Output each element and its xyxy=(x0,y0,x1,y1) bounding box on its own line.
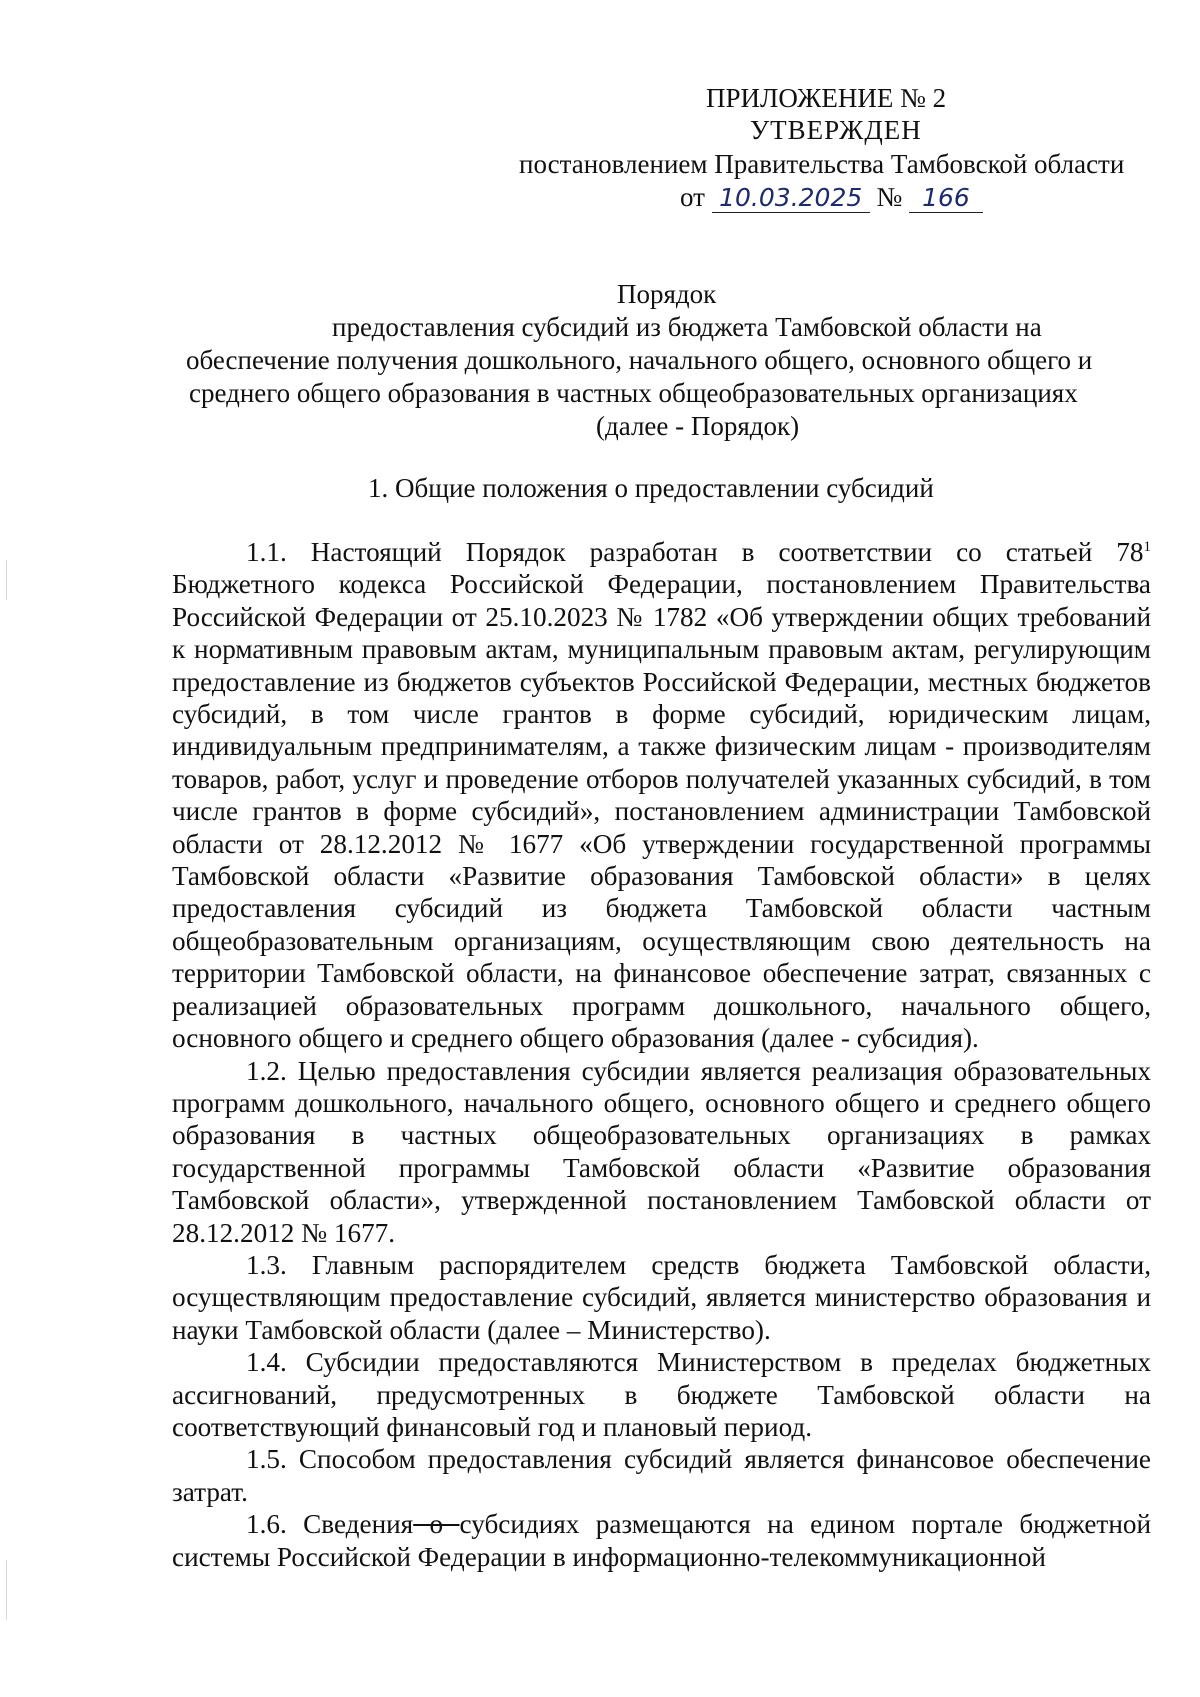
annex-number: ПРИЛОЖЕНИЕ № 2 xyxy=(706,83,947,113)
title-line-3: обеспечение получения дошкольного, начального общего, основного общего и xyxy=(186,345,1093,375)
number-label: № xyxy=(876,182,903,212)
approved-label: УТВЕРЖДЕН xyxy=(750,115,922,145)
title-line-4: среднего общего образования в частных общеобразовательных организациях xyxy=(189,378,1078,408)
scan-artifact xyxy=(6,560,7,600)
paragraph-1-1: 1.1. Настоящий Порядок разработан в соответствии со статьей $78^1$ Бюджетного кодекса Российской Федерации, постановлением Правительства Российской Федерации от 25.10.2023 № 1782 «Об утверждении общих требований к нормативным правовым актам, муниципальным правовым актам, регулирующим предоставление из бюджетов субъектов Российской Федерации, местных бюджетов субсидий, в том числе грантов в форме субсидий, юридическим лицам, индивидуальным предпринимателям, а также физическим лицам - производителям товаров, работ, услуг и проведение отборов получателей указанных субсидий, в том числе грантов в форме субсидий», постановлением администрации Тамбовской области от 28.12.2012 № 1677 «Об утверждении государственной программы Тамбовской области «Развитие образования Тамбовской области» в целях предоставления субсидий из бюджета Тамбовской области частным общеобразовательным организациям, осуществляющим свою деятельность на территории Тамбовской области, на финансовое обеспечение затрат, связанных с реализацией образовательных программ дошкольного, начального общего, основного общего и среднего общего образования (далее - субсидия). xyxy=(172,537,1151,1054)
title-line-1: Порядок xyxy=(617,279,717,309)
scan-artifact xyxy=(6,1560,7,1620)
paragraph-1-4: 1.4. Субсидии предоставляются Министерством в пределах бюджетных ассигнований, предусмотренных в бюджете Тамбовской области на соответствующий финансовый год и плановый период. xyxy=(172,1347,1151,1442)
approval-authority: постановлением Правительства Тамбовской области xyxy=(519,149,1125,179)
handwritten-date: 10.03.2025 xyxy=(712,184,870,213)
struck-text: о xyxy=(413,1509,460,1540)
title-line-2: предоставления субсидий из бюджета Тамбовской области на xyxy=(332,312,1042,342)
approval-date-line xyxy=(680,181,983,213)
from-label: от xyxy=(680,182,705,212)
section-heading: 1. Общие положения о предоставлении субсидий xyxy=(368,473,934,503)
paragraph-1-6: 1.6. Сведения о субсидиях размещаются на едином портале бюджетной системы Российской Федерации в информационно-телекоммуникационной xyxy=(172,1509,1152,1572)
document-body xyxy=(172,536,1151,1573)
paragraph-1-3: 1.3. Главным распорядителем средств бюджета Тамбовской области, осуществляющим предоставление субсидий, является министерство образования и науки Тамбовской области (далее – Министерство). xyxy=(172,1249,1151,1345)
paragraph-1-2: 1.2. Целью предоставления субсидии является реализация образовательных программ дошкольного, начального общего, основного общего и среднего общего образования в частных общеобразовательных организациях в рамках государственной программы Тамбовской области «Развитие образования Тамбовской области», утвержденной постановлением Тамбовской области от 28.12.2012 № 1677. xyxy=(172,1055,1151,1248)
handwritten-number: 166 xyxy=(909,184,983,213)
title-line-5: (далее - Порядок) xyxy=(596,411,800,441)
superscript: 1 xyxy=(1143,538,1151,555)
paragraph-1-5: 1.5. Способом предоставления субсидий является финансовое обеспечение затрат. xyxy=(172,1444,1151,1507)
